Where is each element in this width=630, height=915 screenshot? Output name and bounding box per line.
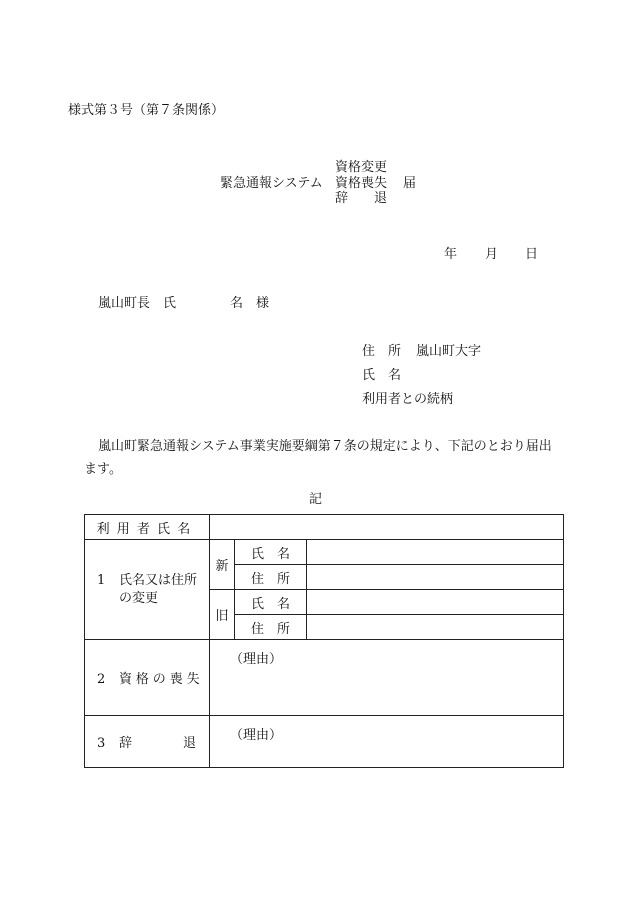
- loss-reason-cell[interactable]: [210, 640, 564, 716]
- addressee-sama: 名 様: [230, 296, 270, 311]
- body-line-2: ます。: [84, 462, 122, 477]
- user-name-cell[interactable]: [210, 515, 564, 540]
- old-address-cell[interactable]: [307, 615, 564, 640]
- withdrawal-label-cell: [85, 716, 210, 768]
- loss-label-cell: [85, 640, 210, 716]
- date-month: 月: [485, 247, 499, 262]
- applicant-address-label: 住 所: [362, 344, 402, 359]
- table-row: [85, 640, 564, 716]
- applicant-relation-label: 利用者との続柄: [362, 392, 454, 407]
- date-day: 日: [525, 247, 539, 262]
- table-row: [85, 515, 564, 540]
- table-row: [85, 716, 564, 768]
- new-address-cell[interactable]: [307, 565, 564, 590]
- title-type-loss: 資格喪失: [335, 176, 388, 191]
- new-name-label: 氏 名: [235, 540, 307, 565]
- loss-reason-label: （理由）: [230, 652, 283, 667]
- applicant-name-label: 氏 名: [362, 368, 402, 383]
- addressee-mayor: 嵐山町長 氏: [98, 296, 177, 311]
- title-type-change: 資格変更: [335, 160, 388, 175]
- row2-label: 資格の喪失: [119, 672, 204, 687]
- date-year: 年: [444, 247, 458, 262]
- row1-number: 1: [97, 572, 106, 588]
- row1-label-line1: 氏名又は住所: [119, 572, 198, 588]
- old-label: 旧: [210, 590, 235, 640]
- ki-heading: 記: [309, 492, 323, 507]
- form-number: 様式第３号（第７条関係）: [68, 103, 225, 118]
- row3-number: 3: [97, 736, 106, 751]
- title-system: 緊急通報システム: [220, 176, 323, 191]
- body-line-1: 嵐山町緊急通報システム事業実施要綱第７条の規定により、下記のとおり届出: [98, 439, 552, 454]
- withdrawal-reason-cell[interactable]: [210, 716, 564, 768]
- change-label-cell: [85, 540, 210, 640]
- row3-label-b: 退: [183, 736, 197, 751]
- row1-label-line2: の変更: [119, 590, 159, 606]
- row2-number: 2: [97, 672, 106, 687]
- title-suffix: 届: [403, 176, 417, 191]
- new-name-cell[interactable]: [307, 540, 564, 565]
- notification-table: [84, 514, 564, 768]
- new-address-label: 住 所: [235, 565, 307, 590]
- row3-label-a: 辞: [119, 736, 133, 751]
- old-name-label: 氏 名: [235, 590, 307, 615]
- table-row: [85, 540, 564, 565]
- user-name-label: 利用者氏名: [85, 515, 210, 540]
- old-name-cell[interactable]: [307, 590, 564, 615]
- applicant-address-value: 嵐山町大字: [416, 344, 482, 359]
- withdrawal-reason-label: （理由）: [230, 728, 283, 743]
- old-address-label: 住 所: [235, 615, 307, 640]
- new-label: 新: [210, 540, 235, 590]
- title-type-withdrawal: 辞 退: [335, 191, 388, 206]
